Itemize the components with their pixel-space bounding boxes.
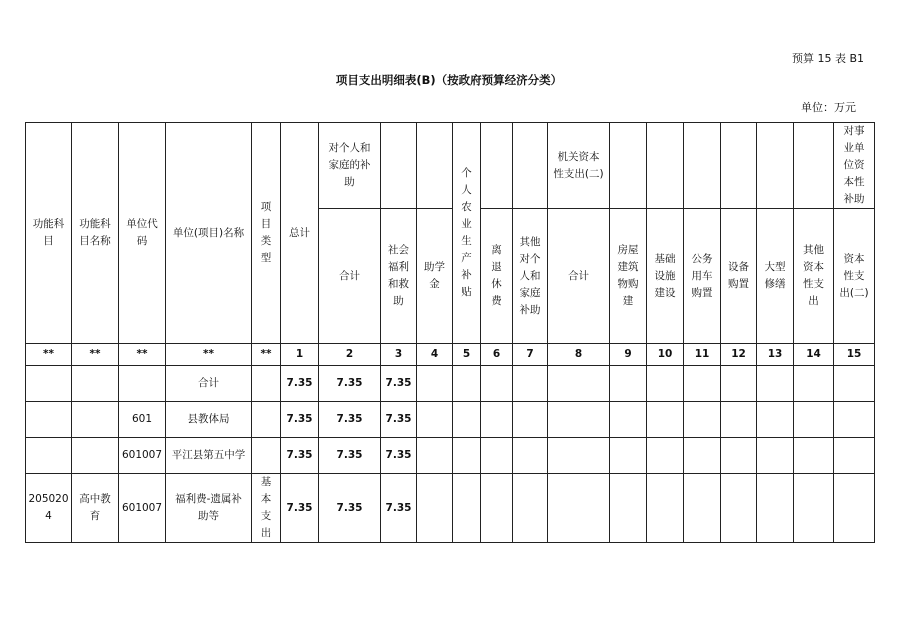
table-cell: 10 (647, 344, 684, 366)
table-cell: 7.35 (381, 474, 417, 543)
table-cell: 9 (610, 344, 647, 366)
table-cell: 14 (794, 344, 834, 366)
header-social-welfare: 社会 福利 和救 助 (381, 209, 417, 344)
header-blank (721, 123, 757, 209)
table-cell: 8 (548, 344, 610, 366)
unit-label: 单位：万元 (801, 101, 856, 114)
header-retire: 离 退 休 费 (481, 209, 513, 344)
table-cell (647, 402, 684, 438)
table-cell: 7.35 (281, 366, 319, 402)
header-grant: 助学 金 (417, 209, 453, 344)
table-cell: 7.35 (319, 438, 381, 474)
table-cell: 12 (721, 344, 757, 366)
header-group-capital: 机关资本 性支出(二) (548, 123, 610, 209)
header-unit-name: 单位(项目)名称 (166, 123, 252, 344)
table-cell: 3 (381, 344, 417, 366)
table-cell (252, 402, 281, 438)
header-blank (647, 123, 684, 209)
table-cell (794, 474, 834, 543)
header-other-personal: 其他 对个 人和 家庭 补助 (513, 209, 548, 344)
table-cell (453, 366, 481, 402)
header-blank (513, 123, 548, 209)
table-cell: 7.35 (281, 474, 319, 543)
table-cell: ** (26, 344, 72, 366)
header-group-personal: 对个人和 家庭的补 助 (319, 123, 381, 209)
table-cell: 7.35 (381, 366, 417, 402)
table-cell (417, 402, 453, 438)
table-cell (610, 438, 647, 474)
index-row (26, 344, 875, 366)
table-cell (834, 402, 875, 438)
table-cell (453, 402, 481, 438)
header-proj-type: 项 目 类 型 (252, 123, 281, 344)
table-cell (26, 438, 72, 474)
table-cell: 7.35 (319, 366, 381, 402)
table-cell (684, 474, 721, 543)
header-blank (481, 123, 513, 209)
table-cell (610, 366, 647, 402)
header-vehicle: 公务 用车 购置 (684, 209, 721, 344)
table-cell (72, 438, 119, 474)
table-row (26, 438, 875, 474)
header-row-1 (26, 123, 875, 209)
table-cell (72, 366, 119, 402)
header-total: 总计 (281, 123, 319, 344)
table-cell (548, 402, 610, 438)
table-cell: 6 (481, 344, 513, 366)
table-cell (721, 402, 757, 438)
table-cell: 4 (417, 344, 453, 366)
table-cell (72, 402, 119, 438)
table-cell (834, 438, 875, 474)
table-cell (481, 474, 513, 543)
table-cell (119, 366, 166, 402)
table-cell (417, 474, 453, 543)
table-cell: 11 (684, 344, 721, 366)
header-blank (610, 123, 647, 209)
header-blank (417, 123, 453, 209)
header-capital-total: 合计 (548, 209, 610, 344)
table-cell (453, 438, 481, 474)
table-row (26, 474, 875, 543)
table-cell (481, 366, 513, 402)
table-cell: ** (252, 344, 281, 366)
header-other-capital: 其他 资本 性支 出 (794, 209, 834, 344)
table-body (26, 123, 875, 543)
table-cell (252, 366, 281, 402)
table-cell (794, 366, 834, 402)
table-cell (834, 474, 875, 543)
table-row (26, 366, 875, 402)
table-cell (26, 402, 72, 438)
table-cell: 7.35 (381, 402, 417, 438)
table-cell: 基 本 支 出 (252, 474, 281, 543)
table-cell (513, 438, 548, 474)
table-cell: 7.35 (319, 402, 381, 438)
table-cell (513, 474, 548, 543)
table-cell (684, 438, 721, 474)
table-cell: 2 (319, 344, 381, 366)
table-row (26, 402, 875, 438)
page-title: 项目支出明细表(B)（按政府预算经济分类） (335, 73, 563, 87)
header-blank (757, 123, 794, 209)
header-func-name: 功能科 目名称 (72, 123, 119, 344)
header-agri-subsidy: 个 人 农 业 生 产 补 贴 (453, 123, 481, 344)
table-cell: 5 (453, 344, 481, 366)
table-cell (834, 366, 875, 402)
table-cell (647, 366, 684, 402)
table-cell (610, 402, 647, 438)
table-cell (610, 474, 647, 543)
table-cell: 601 (119, 402, 166, 438)
table-cell (721, 366, 757, 402)
table-cell (513, 402, 548, 438)
header-equipment: 设备 购置 (721, 209, 757, 344)
table-cell: 7.35 (281, 438, 319, 474)
header-infra: 基础 设施 建设 (647, 209, 684, 344)
table-cell (417, 438, 453, 474)
header-group-public-inst: 对事 业单 位资 本性 补助 (834, 123, 875, 209)
table-cell: ** (166, 344, 252, 366)
table-cell (647, 438, 684, 474)
table-cell (481, 438, 513, 474)
table-cell (548, 438, 610, 474)
table-cell (513, 366, 548, 402)
table-cell (26, 366, 72, 402)
header-blank (684, 123, 721, 209)
header-repair: 大型 修缮 (757, 209, 794, 344)
table-cell: 601007 (119, 474, 166, 543)
table-cell: 7.35 (281, 402, 319, 438)
table-cell (684, 402, 721, 438)
table-cell (481, 402, 513, 438)
table-cell (757, 474, 794, 543)
table-cell: 1 (281, 344, 319, 366)
expenditure-table (25, 122, 875, 543)
header-building: 房屋 建筑 物购 建 (610, 209, 647, 344)
table-cell: 601007 (119, 438, 166, 474)
table-cell (453, 474, 481, 543)
table-cell: 7.35 (381, 438, 417, 474)
table-cell: 205020 4 (26, 474, 72, 543)
header-capital-2: 资本 性支 出(二) (834, 209, 875, 344)
table-cell (757, 366, 794, 402)
table-cell (794, 402, 834, 438)
table-cell (548, 366, 610, 402)
table-cell (252, 438, 281, 474)
header-blank (381, 123, 417, 209)
table-cell: 平江县第五中学 (166, 438, 252, 474)
header-unit-code: 单位代 码 (119, 123, 166, 344)
table-cell (721, 474, 757, 543)
table-cell (647, 474, 684, 543)
table-cell (548, 474, 610, 543)
table-cell (684, 366, 721, 402)
table-cell: 13 (757, 344, 794, 366)
table-cell: ** (119, 344, 166, 366)
table-cell: 7.35 (319, 474, 381, 543)
table-cell: 7 (513, 344, 548, 366)
table-cell (757, 438, 794, 474)
table-cell: 高中教 育 (72, 474, 119, 543)
table-cell: ** (72, 344, 119, 366)
table-cell (757, 402, 794, 438)
table-cell (721, 438, 757, 474)
header-func-code: 功能科 目 (26, 123, 72, 344)
document-code: 预算 15 表 B1 (791, 52, 864, 65)
table-cell: 县教体局 (166, 402, 252, 438)
table-cell: 福利费-遗属补 助等 (166, 474, 252, 543)
table-cell (417, 366, 453, 402)
table-cell: 合计 (166, 366, 252, 402)
table-cell (794, 438, 834, 474)
table-cell: 15 (834, 344, 875, 366)
header-personal-total: 合计 (319, 209, 381, 344)
header-blank (794, 123, 834, 209)
